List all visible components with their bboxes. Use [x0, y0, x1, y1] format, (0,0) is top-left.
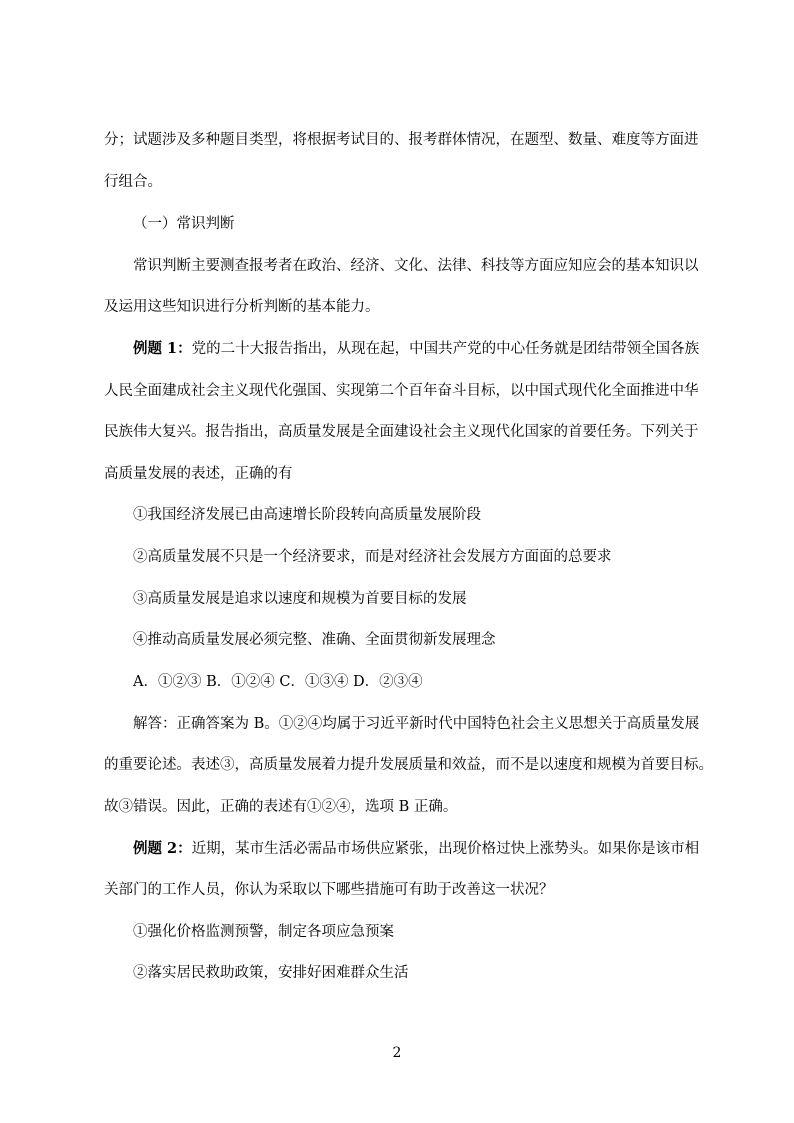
example2-line: 关部门的工作人员，你认为采取以下哪些措施可有助于改善这一状况？: [104, 882, 554, 898]
example2-option: ②落实居民救助政策，安排好困难群众生活: [133, 965, 409, 981]
paragraph-line: 常识判断主要测查报考者在政治、经济、文化、法律、科技等方面应知应会的基本知识以: [133, 258, 699, 274]
example1-text: 党的二十大报告指出，从现在起，中国共产党的中心任务就是团结带领全国各族: [191, 341, 700, 357]
example1-choices: A．①②③ B．①②④ C．①③④ D．②③④: [133, 674, 423, 690]
example2-option: ①强化价格监测预警，制定各项应急预案: [133, 924, 394, 940]
example1-answer: 故③错误。因此，正确的表述有①②④，选项 B 正确。: [104, 799, 458, 815]
example2-text: 近期，某市生活必需品市场供应紧张，出现价格过快上涨势头。如果你是该市相: [191, 841, 700, 857]
page-number: 2: [392, 1045, 402, 1061]
section-heading: （一）常识判断: [133, 216, 235, 232]
example1-first-line: [133, 339, 733, 359]
example1-answer: 解答：正确答案为 B。①②④均属于习近平新时代中国特色社会主义思想关于高质量发展: [133, 716, 700, 732]
example2-first-line: [133, 839, 733, 859]
paragraph-line: 分；试题涉及多种题目类型，将根据考试目的、报考群体情况，在题型、数量、难度等方面进: [104, 132, 699, 148]
example1-label: 例题 1：: [133, 340, 192, 357]
example1-line: 人民全面建成社会主义现代化强国、实现第二个百年奋斗目标，以中国式现代化全面推进中华: [104, 383, 699, 399]
example1-option: ①我国经济发展已由高速增长阶段转向高质量发展阶段: [133, 507, 481, 523]
example1-option: ②高质量发展不只是一个经济要求，而是对经济社会发展方方面面的总要求: [133, 549, 612, 565]
example1-option: ④推动高质量发展必须完整、准确、全面贯彻新发展理念: [133, 632, 496, 648]
example1-answer: 的重要论述。表述③，高质量发展着力提升发展质量和效益，而不是以速度和规模为首要目标。: [104, 757, 713, 773]
example2-label: 例题 2：: [133, 840, 192, 857]
example1-option: ③高质量发展是追求以速度和规模为首要目标的发展: [133, 591, 467, 607]
example1-line: 民族伟大复兴。报告指出，高质量发展是全面建设社会主义现代化国家的首要任务。下列关于: [104, 424, 699, 440]
paragraph-line: 行组合。: [104, 174, 162, 190]
example1-line: 高质量发展的表述，正确的有: [104, 466, 293, 482]
paragraph-line: 及运用这些知识进行分析判断的基本能力。: [104, 299, 380, 315]
